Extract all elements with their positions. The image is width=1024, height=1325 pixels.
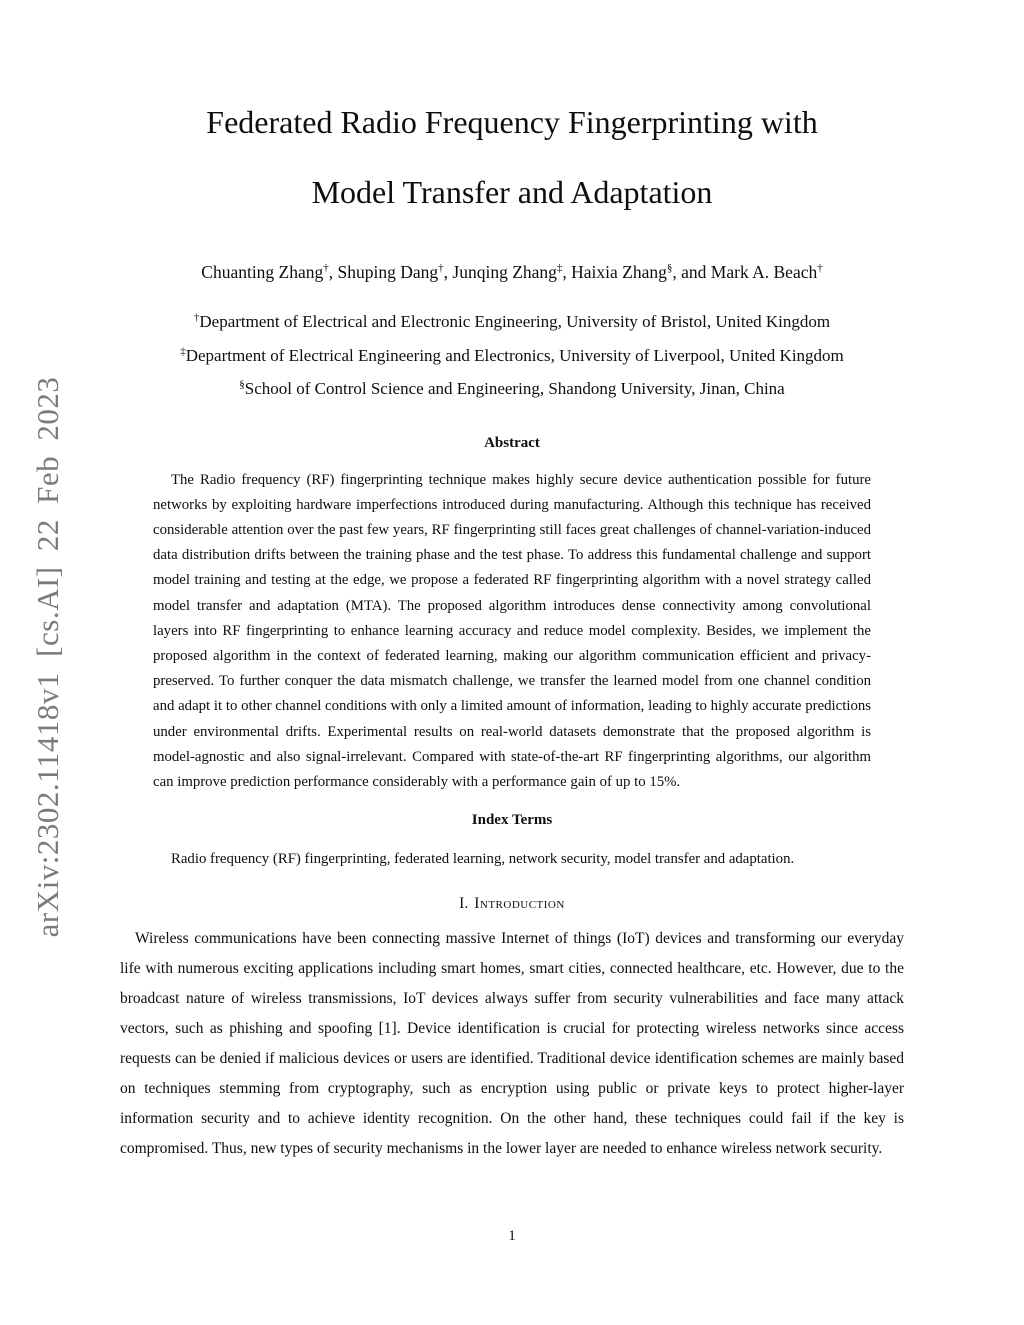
- page-number: 1: [508, 1228, 516, 1245]
- author-name: Shuping Dang: [337, 262, 439, 282]
- author-affiliation-marker: †: [323, 262, 329, 275]
- affiliation-marker: ‡: [180, 344, 186, 357]
- affiliation-line: [0, 305, 1024, 339]
- abstract-heading: Abstract: [484, 434, 540, 451]
- paper-title-line-1: Federated Radio Frequency Fingerprinting with: [206, 104, 818, 140]
- section-number: I.: [459, 895, 469, 913]
- author-affiliation-marker: ‡: [556, 262, 563, 275]
- index-terms-heading: Index Terms: [471, 812, 553, 829]
- affiliation-text: Department of Electrical and Electronic Engineering, University of Bristol, United Kingdom: [199, 312, 831, 331]
- abstract-text: The Radio frequency (RF) fingerprinting technique makes highly secure device authentication possible for future networks by exploiting hardware imperfections introduced during manufacturing. Although this technique has received considerable attention over the past few years, RF fingerprinting still faces great challenges of channel-variation-induced data distribution drifts between the training phase and the test phase. To address this fundamental challenge and support model training and testing at the edge, we propose a federated RF fingerprinting algorithm with a novel strategy called model transfer and adaptation (MTA). The proposed algorithm introduces dense connectivity among convolutional layers into RF fingerprinting to enhance learning accuracy and reduce model complexity. Besides, we implement the proposed algorithm in the context of federated learning, making our algorithm communication efficient and privacy-preserved. To further conquer the data mismatch challenge, we transfer the learned model from one channel condition and adapt it to other channel conditions with only a limited amount of information, leading to highly accurate predictions under environmental drifts. Experimental results on real-world datasets demonstrate that the proposed algorithm is model-agnostic and also signal-irrelevant. Compared with state-of-the-art RF fingerprinting algorithms, our algorithm can improve prediction performance considerably with a performance gain of up to 15%.: [153, 471, 871, 790]
- affiliation-marker: †: [193, 311, 200, 324]
- author-affiliation-marker: †: [817, 262, 823, 275]
- arxiv-watermark: arXiv:2302.11418v1 [cs.AI] 22 Feb 2023: [30, 376, 65, 938]
- paper-title-line-2: Model Transfer and Adaptation: [311, 174, 713, 210]
- affiliation-text: School of Control Science and Engineering, Shandong University, Jinan, China: [244, 379, 785, 398]
- author-affiliation-marker: †: [438, 262, 444, 275]
- index-terms-text: Radio frequency (RF) fingerprinting, federated learning, network security, model transfer and adaptation.: [171, 851, 795, 868]
- introduction-paragraph: Wireless communications have been connecting massive Internet of things (IoT) devices and transforming our everyday life with numerous exciting applications including smart homes, smart cities, connected healthcare, etc. However, due to the broadcast nature of wireless transmissions, IoT devices always suffer from security vulnerabilities and face many attack vectors, such as phishing and spoofing [1]. Device identification is crucial for protecting wireless networks since access requests can be denied if malicious devices or users are identified. Traditional device identification schemes are mainly based on techniques stemming from cryptography, such as encryption using public or private keys to protect higher-layer information security and to achieve identity recognition. On the other hand, these techniques could fail if the key is compromised. Thus, new types of security mechanisms in the lower layer are needed to enhance wireless network security.: [120, 930, 904, 1158]
- section-heading: [0, 894, 1024, 914]
- section-title: Introduction: [474, 895, 565, 913]
- author-separator: ,: [443, 262, 453, 282]
- author-separator: , and: [672, 262, 711, 282]
- affiliation-line: [0, 372, 1024, 406]
- author-name: Mark A. Beach: [710, 262, 818, 282]
- authors-line: [0, 259, 1024, 285]
- affiliation-text: Department of Electrical Engineering and Electronics, University of Liverpool, United Kingdom: [185, 345, 844, 365]
- author-affiliation-marker: §: [666, 262, 673, 275]
- author-name: Junqing Zhang: [452, 262, 557, 282]
- author-separator: ,: [328, 262, 338, 282]
- author-name: Chuanting Zhang: [201, 262, 324, 282]
- affiliation-marker: §: [239, 378, 245, 391]
- affiliation-line: [0, 339, 1024, 373]
- author-name: Haixia Zhang: [571, 262, 667, 282]
- affiliations-block: [0, 305, 1024, 406]
- author-separator: ,: [562, 262, 572, 282]
- paper-title: [82, 87, 942, 227]
